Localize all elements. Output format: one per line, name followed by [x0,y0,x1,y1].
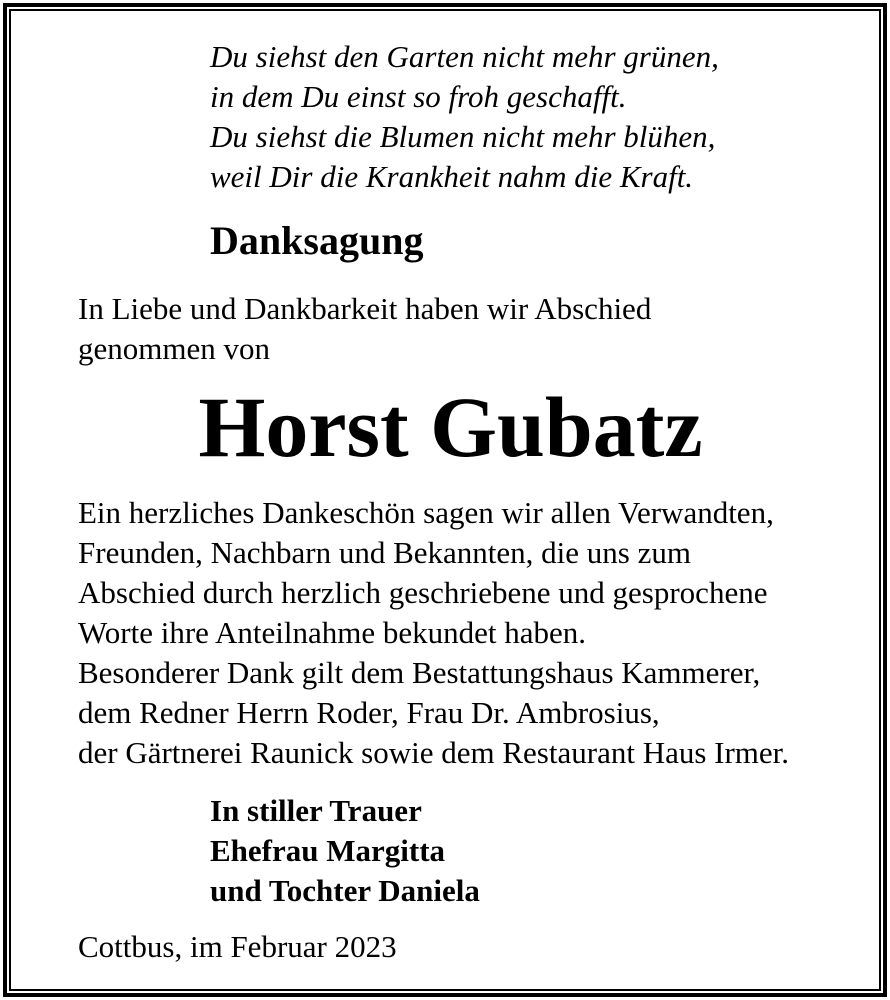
acknowledgement-text [78,493,849,773]
memorial-poem [210,37,849,197]
mourners-block [210,791,849,911]
acknowledgement-line-1: Ein herzliches Dankeschön sagen wir allen Verwandten, [78,495,774,530]
poem-line-4: weil Dir die Krankheit nahm die Kraft. [210,159,694,194]
poem-line-1: Du siehst den Garten nicht mehr grünen, [210,39,719,74]
intro-text [78,289,849,369]
place-dateline: Cottbus, im Februar 2023 [78,929,397,964]
acknowledgement-line-2: Freunden, Nachbarn und Bekannten, die uns zum [78,535,691,570]
mourners-line-3: und Tochter Daniela [210,873,480,908]
mourners-line-2: Ehefrau Margitta [210,833,446,868]
intro-line-2: genommen von [78,331,270,366]
acknowledgement-line-6: dem Redner Herrn Roder, Frau Dr. Ambrosius, [78,695,660,730]
acknowledgement-line-3: Abschied durch herzlich geschriebene und gesprochene [78,575,768,610]
notice-content [11,11,879,989]
acknowledgement-line-5: Besonderer Dank gilt dem Bestattungshaus Kammerer, [78,655,761,690]
deceased-name: Horst Gubatz [198,379,703,475]
danksagung-heading: Danksagung [210,218,424,263]
acknowledgement-line-4: Worte ihre Anteilnahme bekundet haben. [78,615,586,650]
acknowledgement-line-7: der Gärtnerei Raunick sowie dem Restaurant Haus Irmer. [78,735,790,770]
poem-line-2: in dem Du einst so froh geschafft. [210,79,627,114]
intro-line-1: In Liebe und Dankbarkeit haben wir Abschied [78,291,652,326]
mourners-line-1: In stiller Trauer [210,793,422,828]
inner-border-rule [9,9,881,991]
outer-border-rule [3,3,887,997]
poem-line-3: Du siehst die Blumen nicht mehr blühen, [210,119,716,154]
